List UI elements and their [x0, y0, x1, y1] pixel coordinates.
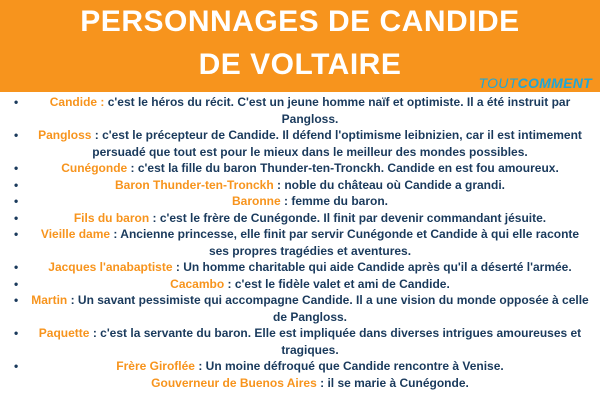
bullet-icon: • [14, 359, 19, 373]
list-item [0, 210, 600, 227]
character-description: : il se marie à Cunégonde. [316, 375, 469, 390]
list-item [0, 193, 600, 210]
character-name: Martin [31, 293, 68, 307]
bullet-icon: • [14, 227, 19, 241]
character-description: c'est le héros du récit. C'est un jeune homme naïf et optimiste. Il a été instruit par Pangloss. [104, 95, 571, 126]
character-description: : femme du baron. [280, 194, 389, 208]
bullet-icon: • [14, 293, 19, 307]
list-item [0, 358, 600, 375]
bullet-icon: • [14, 210, 19, 225]
bullet-icon: • [14, 194, 19, 208]
character-name: Baronne [231, 194, 281, 208]
character-name: Candide : [49, 95, 105, 109]
character-description: : noble du château où Candide a grandi. [273, 177, 506, 192]
character-name: Vieille dame [40, 227, 111, 241]
character-description: : Un moine défroqué que Candide rencontre à Venise. [194, 359, 504, 373]
bullet-icon: • [14, 260, 19, 274]
page-title-line2: DE VOLTAIRE [198, 48, 402, 81]
bullet-icon: • [14, 276, 19, 291]
brand-logo-part2: COMMENT [517, 75, 592, 91]
character-description: : c'est la fille du baron Thunder-ten-Tronckh. Candide en est fou amoureux. [127, 161, 559, 175]
list-item [0, 375, 600, 392]
character-description: : Ancienne princesse, elle finit par servir Cunégonde et Candide à qui elle raconte ses propres tragédies et aventures. [110, 227, 580, 258]
list-item [0, 177, 600, 194]
character-name: Paquette [38, 326, 90, 340]
character-name: Baron Thunder-ten-Tronckh [114, 177, 274, 192]
character-description: : c'est le frère de Cunégonde. Il finit par devenir commandant jésuite. [149, 210, 547, 225]
character-name: Fils du baron [73, 210, 150, 225]
bullet-icon: • [14, 177, 19, 192]
character-description: : c'est le précepteur de Candide. Il défend l'optimisme leibnizien, car il est intimement persuadé que tout est pour le mieux dans le meilleur des mondes possibles. [91, 128, 582, 159]
character-description: : c'est le fidèle valet et ami de Candide. [224, 276, 450, 291]
list-item [0, 276, 600, 293]
character-name: Cacambo [170, 276, 225, 291]
list-item [0, 127, 600, 160]
bullet-icon: • [14, 95, 19, 109]
list-item [0, 94, 600, 127]
bullet-icon: • [14, 326, 19, 340]
character-description: : Un homme charitable qui aide Candide après qu'il a déserté l'armée. [172, 260, 572, 274]
list-item [0, 226, 600, 259]
list-item [0, 160, 600, 177]
bullet-icon: • [14, 128, 19, 142]
list-item [0, 325, 600, 358]
character-name: Frère Giroflée [116, 359, 195, 373]
character-name: Pangloss [38, 128, 92, 142]
character-description: : Un savant pessimiste qui accompagne Candide. Il a une vision du monde opposée à celle de Pangloss. [67, 293, 589, 324]
character-name: Cunégonde [61, 161, 128, 175]
character-name: Jacques l'anabaptiste [48, 260, 173, 274]
brand-logo [479, 75, 593, 91]
character-description: : c'est la servante du baron. Elle est impliquée dans diverses intrigues amoureuses et tragiques. [89, 326, 582, 357]
character-list [0, 94, 600, 391]
list-item [0, 292, 600, 325]
list-item [0, 259, 600, 276]
bullet-icon: • [14, 161, 19, 175]
page-title-line1: PERSONNAGES DE CANDIDE [80, 5, 520, 38]
character-name: Gouverneur de Buenos Aires [151, 375, 317, 390]
brand-logo-part1: TOUT [478, 75, 518, 91]
